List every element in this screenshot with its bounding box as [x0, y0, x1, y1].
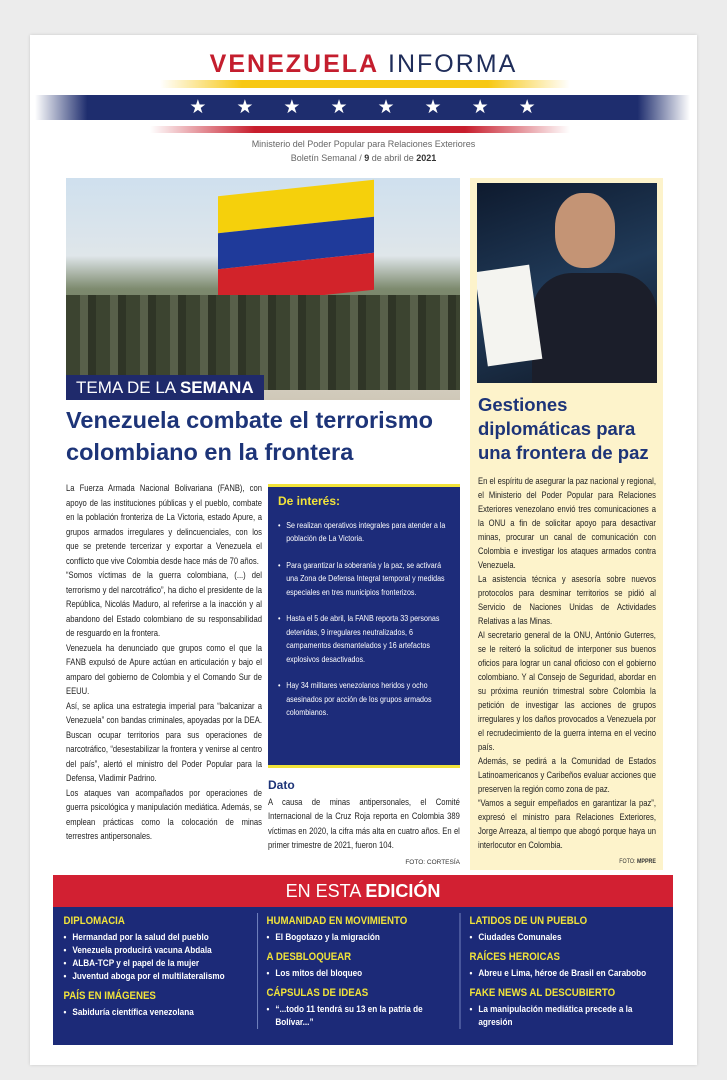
sidebar-body — [478, 474, 656, 869]
fact-title: Dato — [268, 778, 295, 792]
interest-box — [268, 484, 460, 768]
title-informa: INFORMA — [388, 50, 518, 78]
edition-item: • Hermandad por la salud del pueblo — [64, 931, 257, 944]
photo-credit: FOTO: CORTESÍA — [405, 858, 460, 866]
edition-section-title: HUMANIDAD EN MOVIMIENTO — [266, 915, 408, 927]
edition-item: • La manipulación mediática precede a la agresión — [470, 1003, 663, 1029]
bulletin-date: Boletín Semanal / 9 de abril de 2021 — [290, 153, 437, 163]
paragraph: Al secretario general de la ONU, António Guterres, se le reiteró la solicitud de interponer sus buenos oficios para lograr un canal oficioso con el gobierno colombiano. Y al Consejo de Seguridad, abordar en su próxima reunión trimestral sobre Colombia la petición de investigar las acciones de grupos irregulares y los daños provocados a Venezuela por el recrudecimiento de la guerra interna en el vecino país. — [478, 630, 656, 752]
fact-text: A causa de minas antipersonales, el Comité Internacional de la Cruz Roja reporta en Colombia 389 víctimas en 2020, la cifra más alta en cuatro años. En el primer trimestre de 2021, fueron 104. — [268, 796, 460, 850]
edition-item: • Juventud aboga por el multilateralismo — [64, 970, 257, 983]
title-venezuela: VENEZUELA — [209, 50, 380, 78]
edition-section-title: CÁPSULAS DE IDEAS — [266, 987, 369, 999]
edition-item: • Los mitos del bloqueo — [267, 967, 460, 980]
edition-section-title: LATIDOS DE UN PUEBLO — [469, 915, 588, 927]
edition-column — [257, 913, 460, 1029]
edition-section-title: FAKE NEWS AL DESCUBIERTO — [469, 987, 616, 999]
paragraph: “Vamos a seguir empeñados en garantizar la paz”, expresó el ministro para Relaciones Exteriores, Jorge Arreaza, al tiempo que abogó porque haya un interlocutor en Colombia. — [478, 798, 656, 850]
star-icon: ★ — [377, 97, 395, 118]
star-icon: ★ — [424, 97, 442, 118]
edition-section-title: A DESBLOQUEAR — [266, 951, 352, 963]
blue-star-band — [35, 95, 690, 120]
theme-of-week-label: TEMA DE LA SEMANA — [66, 375, 264, 400]
paragraph: Así, se aplica una estrategia imperial para “balcanizar a Venezuela” con bandas criminales, apoyadas por la DEA. Buscan ocupar territorios para sus operaciones de narcotráfico, “desestabilizar la frontera y venirse al centro del país”, alertó el ministro del Poder Popular para la Defensa, Vladimir Padrino. — [66, 700, 262, 783]
sidebar-headline: Gestiones diplomáticas para una frontera de paz — [478, 394, 649, 463]
star-icon: ★ — [189, 97, 207, 118]
masthead-title — [0, 50, 727, 79]
minister-photo — [477, 183, 657, 383]
photo-credit: FOTO: MPPRE — [619, 858, 656, 865]
ministry-line: Ministerio del Poder Popular para Relaciones Exteriores — [251, 139, 476, 149]
red-stripe — [150, 126, 570, 133]
interest-item: • Se realizan operativos integrales para atender a la población de La Victoria. — [278, 519, 449, 546]
edition-item: • Abreu e Lima, héroe de Brasil en Carabobo — [470, 967, 663, 980]
interest-item: • Para garantizar la soberanía y la paz, se activará una Zona de Defensa Integral temporal y medidas especiales en tres municipios fronterizos. — [278, 559, 449, 600]
star-icon: ★ — [236, 97, 254, 118]
paragraph: La Fuerza Armada Nacional Bolivariana (FANB), con apoyo de las instituciones públicas y el pueblo, combate en la población fronteriza de La Victoria, estado Apure, a grupos armados irregulares y delincuenciales, con los que se pretende tercerizar y exportar a Venezuela el conflicto que vive Colombia desde hace más de 70 años. — [66, 483, 262, 566]
yellow-stripe — [160, 80, 570, 88]
edition-header: EN ESTA EDICIÓN — [53, 875, 673, 907]
interest-item: • Hasta el 5 de abril, la FANB reporta 33 personas detenidas, 9 irregulares neutralizados, 6 campamentos desmantelados y 16 artefactos explosivos desactivados. — [278, 612, 449, 666]
letter-document — [477, 265, 542, 367]
lead-photo-soldiers-flag — [66, 178, 460, 400]
paragraph: En el espíritu de asegurar la paz nacional y regional, el Ministerio del Poder Popular para Relaciones Exteriores venezolano envió tres comunicaciones a la ONU a fin de solicitar apoyo para desactivar minas, procurar un canal de comunicación con Colombia e investigar los ataques armados contra Venezuela. — [478, 476, 656, 570]
interest-title: De interés: — [278, 494, 341, 508]
sidebar-article — [470, 178, 663, 870]
edition-section-title: RAÍCES HEROICAS — [469, 951, 560, 963]
edition-section-title: PAÍS EN IMÁGENES — [63, 990, 156, 1002]
edition-item: • Sabiduría científica venezolana — [64, 1006, 257, 1019]
fact-box — [268, 778, 460, 870]
interest-item: • Hay 34 militares venezolanos heridos y ocho asesinados por acción de los grupos armados colombianos. — [278, 679, 449, 720]
star-icon: ★ — [471, 97, 489, 118]
edition-column — [460, 913, 663, 1029]
star-icon: ★ — [283, 97, 301, 118]
paragraph: Además, se pedirá a la Comunidad de Estados Latinoamericanos y Caribeños evaluar acciones que preserven la región como zona de paz. — [478, 756, 656, 794]
edition-column — [64, 913, 257, 1029]
paragraph: “Somos víctimas de la guerra colombiana, (...) del terrorismo y del narcotráfico”, ha dicho el presidente de la República, Nicolás Maduro, al referirse a la inacción y al abandono del Estado colombiano de su responsabilidad de resguardo en la frontera. — [66, 570, 262, 638]
edition-item: • “...todo 11 tendrá su 13 en la patria de Bolívar...” — [267, 1003, 460, 1029]
in-this-edition-box — [53, 875, 673, 1045]
venezuelan-flag — [218, 180, 374, 306]
star-icon: ★ — [518, 97, 536, 118]
paragraph: La asistencia técnica y asesoría sobre nuevos protocolos para desminar territorios se pidió al Servicio de Naciones Unidas de Actividades Relativas a las Minas. — [478, 574, 656, 626]
edition-item: • Ciudades Comunales — [470, 931, 663, 944]
edition-item: • ALBA-TCP y el papel de la mujer — [64, 957, 257, 970]
star-icon: ★ — [330, 97, 348, 118]
edition-item: • Venezuela producirá vacuna Abdala — [64, 944, 257, 957]
paragraph: Los ataques van acompañados por operaciones de guerra psicológica y manipulación mediática. Además, se emplean prácticas como la colocación de minas terrestres antipersonales. — [66, 787, 262, 841]
edition-section-title: DIPLOMACIA — [63, 915, 125, 927]
lead-headline: Venezuela combate el terrorismo colombiano en la frontera — [66, 407, 434, 465]
paragraph: Venezuela ha denunciado que grupos como el que la FANB expulsó de Apure actúan en articulación y bajo el amparo del gobierno de Colombia y el Comando Sur de EEUU. — [66, 642, 262, 696]
edition-item: • El Bogotazo y la migración — [267, 931, 460, 944]
lead-article-body — [66, 481, 262, 844]
